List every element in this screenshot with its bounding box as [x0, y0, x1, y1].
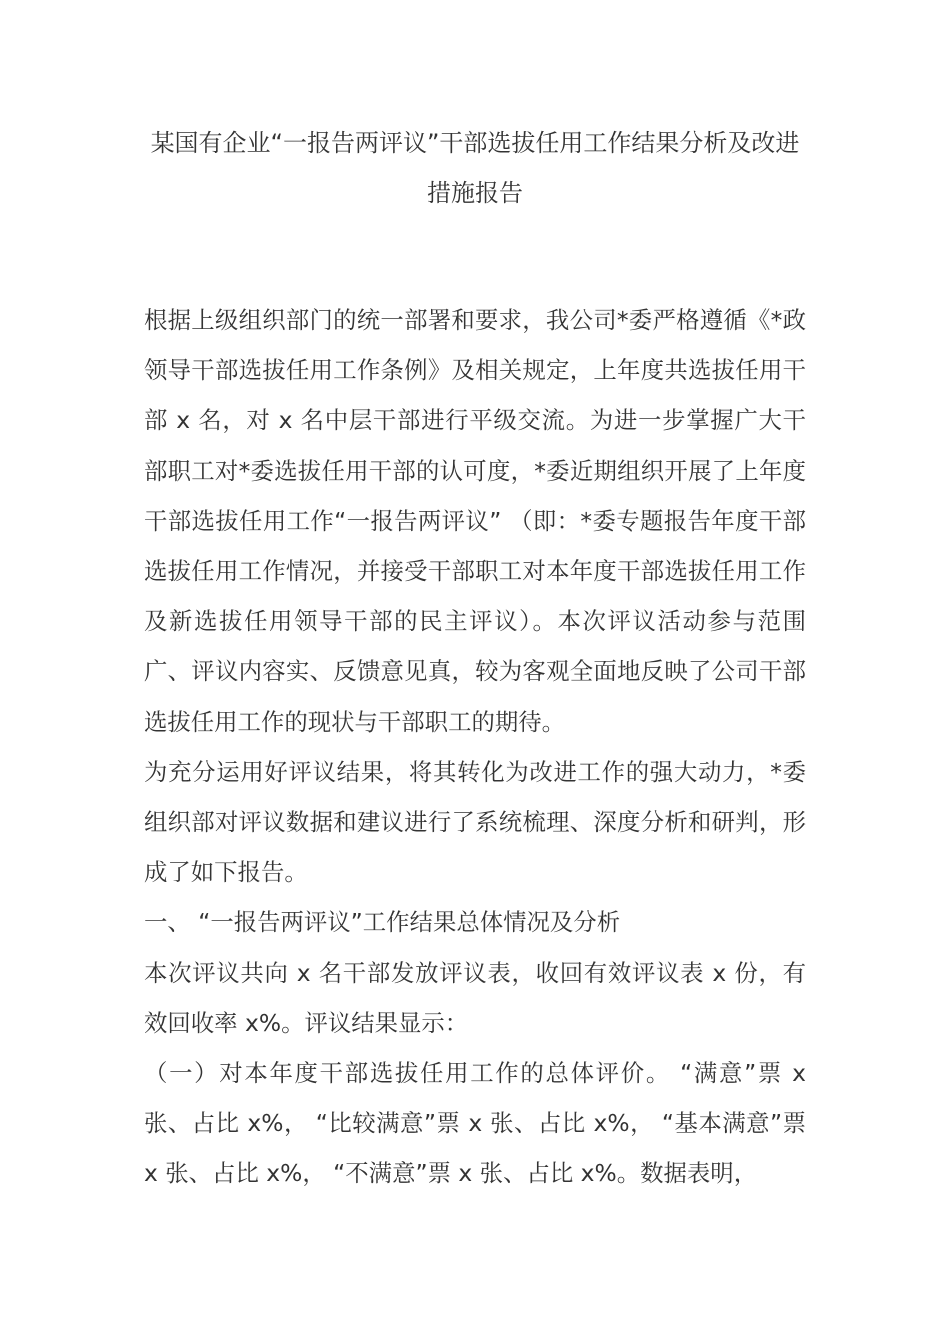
document-body: [144, 295, 806, 1199]
document-page: [144, 118, 806, 1199]
paragraph-purpose: 为充分运用好评议结果，将其转化为改进工作的强大动力，*委组织部对评议数据和建议进行了系统梳理、深度分析和研判，形成了如下报告。: [144, 757, 806, 887]
paragraph-overall-evaluation: （一）对本年度干部选拔任用工作的总体评价。 “满意”票 x 张、占比 x%， “比较满意”票 x 张、占比 x%， “基本满意”票 x 张、占比 x%， “不满意”票 x 张、占比 x%。数据表明，: [144, 1059, 806, 1188]
paragraph-intro: 根据上级组织部门的统一部署和要求，我公司*委严格遵循《*政领导干部选拔任用工作条例》及相关规定，上年度共选拔任用干部 x 名，对 x 名中层干部进行平级交流。为进一步掌握广大干部职工对*委选拔任用干部的认可度，*委近期组织开展了上年度干部选拔任用工作“一报告两评议” （即：*委专题报告年度干部选拔任用工作情况，并接受干部职工对本年度干部选拔任用工作及新选拔任用领导干部的民主评议）。本次评议活动参与范围广、评议内容实、反馈意见真，较为客观全面地反映了公司干部选拔任用工作的现状与干部职工的期待。: [144, 306, 806, 736]
paragraph-survey-overview: 本次评议共向 x 名干部发放评议表，收回有效评议表 x 份，有效回收率 x%。评议结果显示：: [144, 958, 806, 1037]
section-heading-1: 一、 “一报告两评议”工作结果总体情况及分析: [144, 908, 621, 937]
document-title: 某国有企业“一报告两评议”干部选拔任用工作结果分析及改进措施报告: [150, 129, 800, 207]
